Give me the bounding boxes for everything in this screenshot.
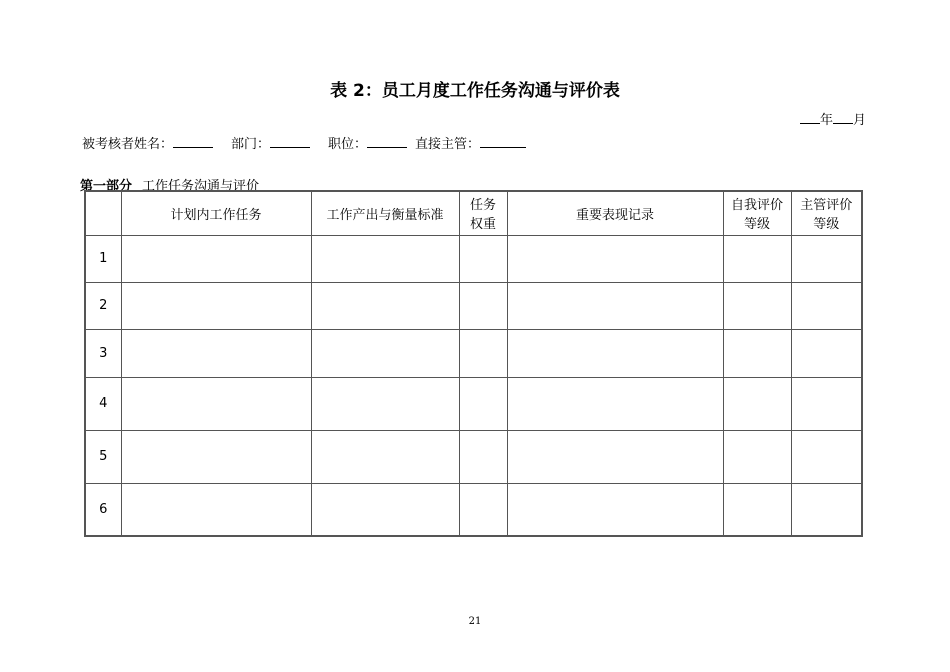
table-row [85, 329, 862, 377]
self-eval-cell[interactable] [723, 329, 791, 377]
position-field [328, 133, 407, 152]
self-eval-cell[interactable] [723, 235, 791, 282]
row-number: 6 [85, 483, 121, 536]
position-blank[interactable] [367, 135, 407, 148]
row-number: 4 [85, 377, 121, 430]
date-line [800, 109, 866, 128]
supervisor-field [415, 133, 526, 152]
header-number [85, 191, 121, 235]
table-header-row [85, 191, 862, 235]
header-task: 计划内工作任务 [121, 191, 311, 235]
weight-cell[interactable] [459, 377, 507, 430]
table-row [85, 377, 862, 430]
header-self-line1: 自我评价 [730, 198, 783, 214]
weight-cell[interactable] [459, 483, 507, 536]
row-number: 5 [85, 430, 121, 483]
month-label: 月 [852, 113, 866, 128]
header-manager-eval [791, 191, 862, 235]
record-cell[interactable] [507, 282, 723, 329]
record-cell[interactable] [507, 377, 723, 430]
task-cell[interactable] [121, 377, 311, 430]
task-cell[interactable] [121, 483, 311, 536]
manager-eval-cell[interactable] [791, 235, 862, 282]
task-cell[interactable] [121, 430, 311, 483]
page-number: 21 [468, 616, 482, 627]
name-blank[interactable] [173, 135, 213, 148]
name-field [82, 133, 213, 152]
month-blank[interactable] [833, 111, 853, 124]
page-title: 表 2：员工月度工作任务沟通与评价表 [330, 81, 620, 101]
header-weight-line2: 权重 [469, 217, 496, 233]
header-mgr-line2: 等级 [813, 217, 840, 233]
supervisor-blank[interactable] [480, 135, 526, 148]
task-cell[interactable] [121, 329, 311, 377]
output-cell[interactable] [311, 329, 459, 377]
output-cell[interactable] [311, 235, 459, 282]
record-cell[interactable] [507, 329, 723, 377]
name-label: 被考核者姓名： [82, 137, 174, 152]
section-label: 第一部分 [80, 179, 133, 194]
dept-blank[interactable] [270, 135, 310, 148]
manager-eval-cell[interactable] [791, 483, 862, 536]
year-label: 年 [819, 113, 833, 128]
manager-eval-cell[interactable] [791, 282, 862, 329]
dept-label: 部门： [231, 137, 271, 152]
output-cell[interactable] [311, 483, 459, 536]
section-title: 工作任务沟通与评价 [142, 179, 260, 194]
dept-field [231, 133, 310, 152]
header-output: 工作产出与衡量标准 [311, 191, 459, 235]
table-row [85, 282, 862, 329]
manager-eval-cell[interactable] [791, 329, 862, 377]
row-number: 3 [85, 329, 121, 377]
table-row [85, 235, 862, 282]
record-cell[interactable] [507, 483, 723, 536]
weight-cell[interactable] [459, 430, 507, 483]
output-cell[interactable] [311, 282, 459, 329]
self-eval-cell[interactable] [723, 282, 791, 329]
header-record: 重要表现记录 [507, 191, 723, 235]
output-cell[interactable] [311, 377, 459, 430]
weight-cell[interactable] [459, 235, 507, 282]
task-evaluation-table [84, 190, 863, 537]
weight-cell[interactable] [459, 329, 507, 377]
employee-info-row [82, 133, 544, 152]
self-eval-cell[interactable] [723, 430, 791, 483]
table-row [85, 430, 862, 483]
header-weight-line1: 任务 [469, 198, 496, 214]
header-mgr-line1: 主管评价 [800, 198, 853, 214]
output-cell[interactable] [311, 430, 459, 483]
manager-eval-cell[interactable] [791, 430, 862, 483]
record-cell[interactable] [507, 235, 723, 282]
header-self-line2: 等级 [743, 217, 770, 233]
task-cell[interactable] [121, 235, 311, 282]
self-eval-cell[interactable] [723, 377, 791, 430]
row-number: 2 [85, 282, 121, 329]
row-number: 1 [85, 235, 121, 282]
task-cell[interactable] [121, 282, 311, 329]
header-weight [459, 191, 507, 235]
record-cell[interactable] [507, 430, 723, 483]
weight-cell[interactable] [459, 282, 507, 329]
self-eval-cell[interactable] [723, 483, 791, 536]
manager-eval-cell[interactable] [791, 377, 862, 430]
year-blank[interactable] [800, 111, 820, 124]
supervisor-label: 直接主管： [415, 137, 481, 152]
position-label: 职位： [328, 137, 368, 152]
header-self-eval [723, 191, 791, 235]
table-row [85, 483, 862, 536]
